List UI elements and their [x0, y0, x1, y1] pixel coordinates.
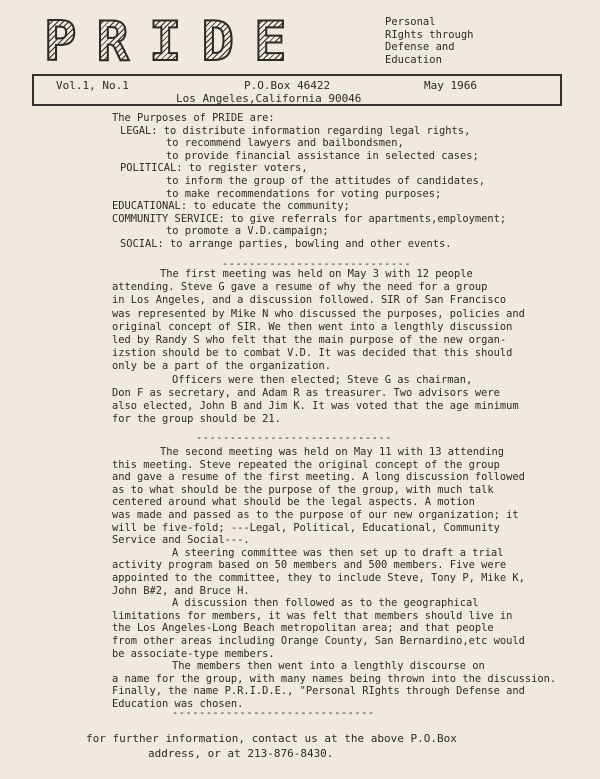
pride-logo: PRIDE	[44, 10, 307, 73]
text-line: to recommend lawyers and bailbondsmen,	[166, 137, 404, 150]
issue-info-box	[32, 74, 562, 106]
text-line: centered around what should be the legal aspects. A motion	[112, 496, 475, 509]
tagline	[385, 16, 474, 66]
text-line: original concept of SIR. We then went into a lengthly discussion	[112, 320, 513, 333]
text-line: The second meeting was held on May 11 with 13 attending	[160, 446, 505, 458]
tagline-line: Education	[385, 53, 442, 66]
text-line: and gave a resume of the first meeting. A long discussion followed	[112, 471, 525, 484]
text-line: for the group should be 21.	[112, 413, 281, 426]
text-line: COMMUNITY SERVICE: to give referrals for apartments,employment;	[112, 212, 507, 225]
text-line: for further information, contact us at the above P.O.Box	[86, 732, 457, 745]
text-line: a name for the group, with many names being thrown into the discussion.	[112, 672, 557, 685]
text-line: A steering committee was then set up to draft a trial	[172, 546, 504, 559]
text-line: to inform the group of the attitudes of candidates,	[166, 175, 486, 187]
text-line: EDUCATIONAL: to educate the community;	[112, 200, 350, 213]
text-line: activity program based on 50 members and 500 members. Five were	[112, 559, 507, 572]
text-line: to provide financial assistance in selected cases;	[166, 149, 479, 162]
text-line: as to what should be the purpose of the group, with much talk	[112, 483, 494, 496]
text-line: SOCIAL: to arrange parties, bowling and other events.	[120, 238, 452, 250]
text-line: A discussion then followed as to the geographical	[172, 597, 479, 610]
text-line: this meeting. Steve repeated the original concept of the group	[112, 458, 500, 471]
volume-number: Vol.1, No.1	[56, 79, 129, 92]
text-line: led by Randy S who felt that the main purpose of the new organ-	[112, 334, 507, 346]
text-line: appointed to the committee, they to include Steve, Tony P, Mike K,	[112, 572, 525, 584]
text-line: John B#2, and Bruce H.	[112, 584, 250, 597]
text-line: attending. Steve G gave a resume of why the need for a group	[112, 281, 488, 294]
text-line: was made and passed as to the purpose of our new organization; it	[112, 509, 519, 521]
text-line: Education was chosen.	[112, 698, 244, 710]
section-divider: ------------------------------	[172, 707, 375, 719]
text-line: also elected, John B and Jim K. It was voted that the age minimum	[112, 400, 519, 412]
section-divider: -----------------------------	[196, 432, 392, 444]
text-line: in Los Angeles, and a discussion followed. SIR of San Francisco	[112, 294, 507, 307]
text-line: The first meeting was held on May 3 with 12 people	[160, 268, 473, 280]
text-line: The members then went into a lengthly discourse on	[172, 660, 485, 673]
text-line: was represented by Mike N who discussed the purposes, policies and	[112, 307, 525, 320]
text-line: the Los Angeles-Long Beach metropolitan area; and that people	[112, 622, 494, 635]
text-line: Officers were then elected; Steve G as chairman,	[172, 373, 473, 386]
text-line: limitations for members, it was felt that members should live in	[112, 609, 513, 622]
tagline-line: Personal	[385, 16, 436, 28]
po-box: P.O.Box 46422	[244, 79, 331, 92]
text-line: The Purposes of PRIDE are:	[112, 112, 275, 124]
issue-date: May 1966	[424, 79, 477, 92]
tagline-line: RIghts through	[385, 28, 474, 41]
text-line: Don F as secretary, and Adam R as treasurer. Two advisors were	[112, 386, 500, 399]
masthead	[44, 12, 307, 72]
text-line: will be five-fold; ---Legal, Political, Educational, Community	[112, 521, 500, 534]
text-line: address, or at 213-876-8430.	[148, 746, 334, 760]
text-line: to make recommendations for voting purposes;	[166, 187, 442, 200]
mailing-address: Los Angeles,California 90046	[176, 92, 362, 105]
text-line: to promote a V.D.campaign;	[166, 225, 329, 238]
text-line: be associate-type members.	[112, 647, 275, 660]
tagline-line: Defense and	[385, 41, 455, 53]
text-line: izstion should be to combat V.D. It was decided that this should	[112, 347, 513, 360]
text-line: Service and Social---.	[112, 534, 250, 547]
text-line: POLITICAL: to register voters,	[120, 162, 308, 175]
text-line: LEGAL: to distribute information regarding legal rights,	[120, 124, 471, 137]
text-line: only be a part of the organization.	[112, 360, 331, 373]
section-divider: ----------------------------	[222, 258, 412, 270]
text-line: from other areas including Orange County, San Bernardino,etc would	[112, 635, 525, 647]
text-line: Finally, the name P.R.I.D.E., "Personal RIghts through Defense and	[112, 685, 525, 698]
